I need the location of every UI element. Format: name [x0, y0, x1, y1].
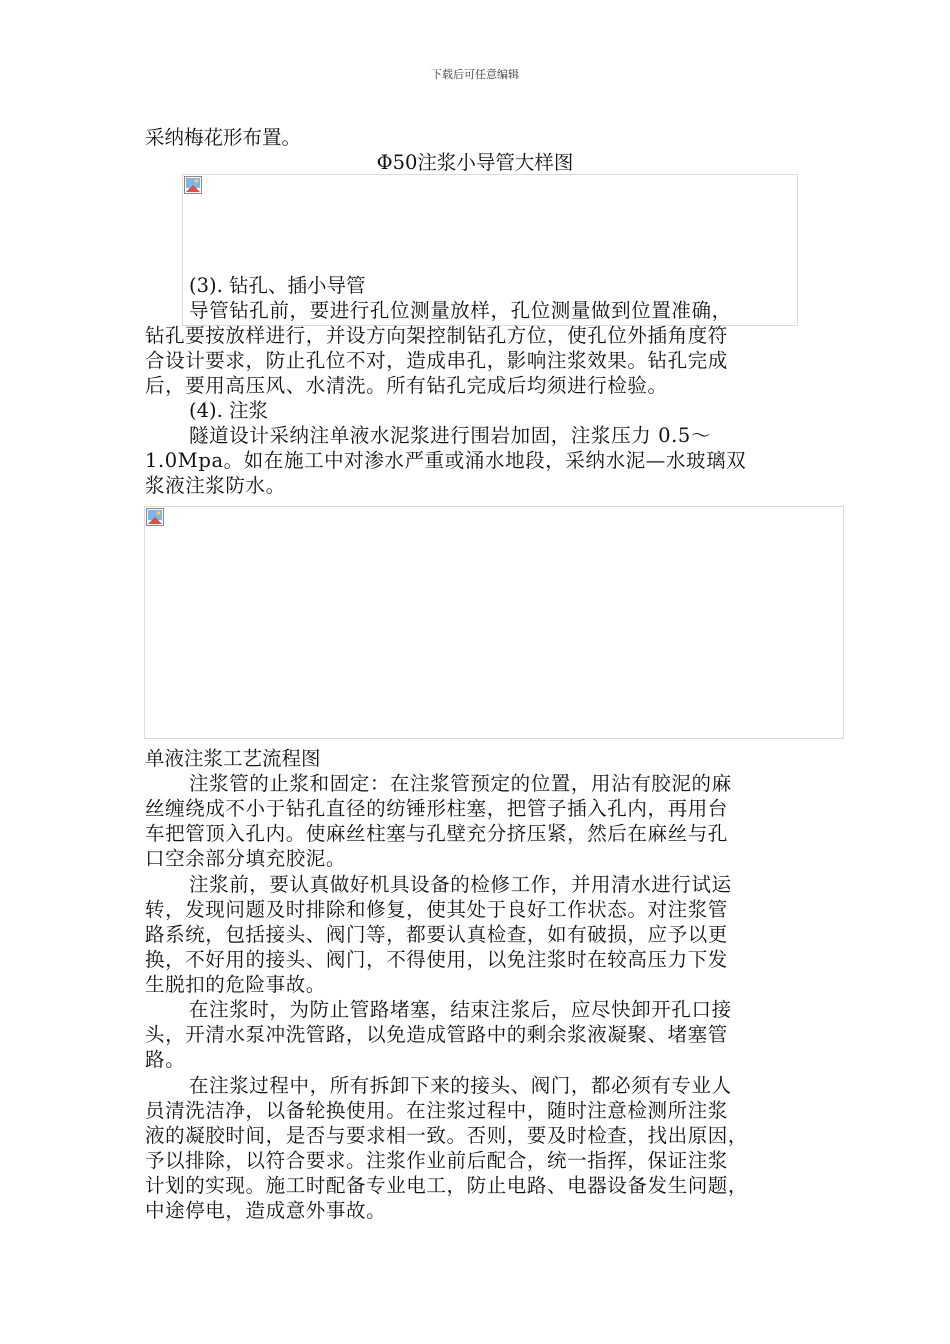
paragraph-end: 采纳梅花形布置。 — [145, 126, 302, 149]
paragraph-line: 车把管顶入孔内。使麻丝柱塞与孔壁充分挤压紧，然后在麻丝与孔 — [145, 822, 728, 845]
paragraph-line: 口空余部分填充胶泥。 — [145, 847, 347, 870]
broken-image-icon — [184, 176, 202, 194]
section3-line: 后，要用高压风、水清洗。所有钻孔完成后均须进行检验。 — [145, 374, 668, 397]
paragraph-line: 在注浆时，为防止管路堵塞，结束注浆后，应尽快卸开孔口接 — [189, 998, 732, 1021]
paragraph-line: 换，不好用的接头、阀门，不得使用，以免注浆时在较高压力下发 — [145, 948, 728, 971]
paragraph-line: 头，开清水泵冲洗管路，以免造成管路中的剩余浆液凝聚、堵塞管 — [145, 1023, 728, 1046]
section3-heading: (3). 钻孔、插小导管 — [189, 274, 366, 297]
paragraph-line: 液的凝胶时间，是否与要求相一致。否则，要及时检查，找出原因， — [145, 1124, 749, 1147]
paragraph-line: 在注浆过程中，所有拆卸下来的接头、阀门，都必须有专业人 — [189, 1074, 732, 1097]
paragraph-line: 中途停电，造成意外事故。 — [145, 1199, 387, 1222]
paragraph-line: 路。 — [145, 1048, 186, 1071]
section3-line: 导管钻孔前，要进行孔位测量放样，孔位测量做到位置准确， — [189, 299, 732, 322]
figure2-image — [144, 506, 844, 739]
figure2-caption: 单液注浆工艺流程图 — [145, 747, 321, 770]
paragraph-line: 注浆管的止浆和固定：在注浆管预定的位置，用沾有胶泥的麻 — [189, 772, 732, 795]
section4-line: 浆液注浆防水。 — [145, 474, 286, 497]
section4-heading: (4). 注浆 — [189, 399, 269, 422]
page-header-note: 下载后可任意编辑 — [431, 68, 519, 81]
paragraph-line: 注浆前，要认真做好机具设备的检修工作，并用清水进行试运 — [189, 873, 732, 896]
paragraph-line: 丝缠绕成不小于钻孔直径的纺锤形柱塞，把管子插入孔内，再用台 — [145, 797, 728, 820]
section4-line: 1.0Mpa。如在施工中对渗水严重或涌水地段，采纳水泥—水玻璃双 — [145, 449, 747, 472]
paragraph-line: 计划的实现。施工时配备专业电工，防止电路、电器设备发生问题， — [145, 1174, 749, 1197]
paragraph-line: 予以排除，以符合要求。注浆作业前后配合，统一指挥，保证注浆 — [145, 1149, 728, 1172]
section3-line: 钻孔要按放样进行，并设方向架控制钻孔方位，使孔位外插角度符 — [145, 324, 728, 347]
section4-line: 隧道设计采纳注单液水泥浆进行围岩加固，注浆压力 0.5～ — [189, 424, 712, 447]
paragraph-line: 生脱扣的危险事故。 — [145, 973, 326, 996]
broken-image-icon — [146, 508, 164, 526]
paragraph-line: 路系统，包括接头、阀门等，都要认真检查，如有破损，应予以更 — [145, 923, 728, 946]
paragraph-line: 员清洗洁净，以备轮换使用。在注浆过程中，随时注意检测所注浆 — [145, 1099, 728, 1122]
section3-line: 合设计要求，防止孔位不对，造成串孔，影响注浆效果。钻孔完成 — [145, 349, 728, 372]
figure1-caption: Φ50注浆小导管大样图 — [376, 151, 574, 174]
paragraph-line: 转，发现问题及时排除和修复，使其处于良好工作状态。对注浆管 — [145, 898, 728, 921]
